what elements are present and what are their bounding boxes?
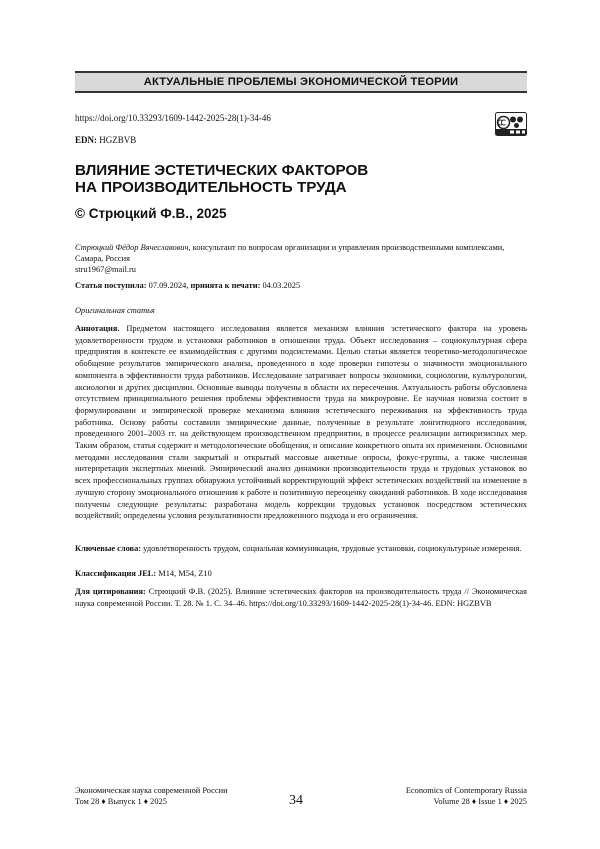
keywords — [75, 543, 527, 555]
author-email[interactable]: stru1967@mail.ru — [75, 265, 136, 275]
article-dates — [75, 281, 300, 290]
author-info — [75, 242, 527, 276]
citation-text: Стрюцкий Ф.В. (2025). Влияние эстетических факторов на производительность труда // Экономическая наука современной России. Т. 28. № 1. С. 34–46. https://doi.org/10.33293/1609-1442-2025-28(1)-34-46. EDN: HGZBVB — [75, 587, 527, 608]
article-title — [75, 162, 505, 196]
footer-right — [406, 785, 527, 807]
issue-info-en: Volume 28 ♦ Issue 1 ♦ 2025 — [433, 797, 527, 806]
keywords-text: удовлетворенность трудом, социальная коммуникация, трудовые установки, социокультурные измерения. — [143, 544, 522, 553]
jel-label: Классификация JEL: — [75, 569, 157, 578]
edn-value: HGZBVB — [99, 135, 137, 145]
journal-name-ru: Экономическая наука современной России — [75, 786, 228, 795]
jel-classification — [75, 569, 212, 578]
abstract-text: Предметом настоящего исследования является механизм влияния эстетического фактора на уровень удовлетворенности трудом и установки работников в отношении труда. Объект исследования – социокультурная сфера предприятия в контексте ее взаимодействия с другими подсистемами. Целью статьи является теоретико-методологическое обобщение результатов эмпирического анализа, проведенного в ходе проверки гипотезы о значимости эмоционального компонента в эффективности труда работников. Исследование затрагивает вопросы экономики, социологии, культурологии, аксиологии и других дисциплин. Основные выводы получены в области их пересечения. Актуальность работы обусловлена отсутствием принципиального решения проблемы эффективности труда на микроуровне. Ее научная новизна состоит в формулировании и эмпирической проверке механизма влияния эстетического переживания на эффективность труда работника. Основу работы составили эмпирические данные, полученные в результате лонгитюдного исследования, проведенного 2001–2003 гг. на действующем производственном предприятии, в процессе реализации антикризисных мер. Таким образом, статья содержит и методологические обобщения, и описание конкретного опыта их применения. Основными методами исследования стали закрытый и открытый массовые анкетные опросы, фокус-группы, а также численная интерпретация экспертных мнений. Эмпирический анализ динамики производительности труда и трудовых установок во всех профессиональных группах обнаружил устойчивый корректирующий эффект эстетических воздействий на изменение в лучшую сторону эмоционального отношения к работе и позитивную переоценку ожиданий работников. В ходе исследования получены следующие результаты: разработана модель коррекции трудовых установок посредством эстетических воздействий; определены условия результативности предложенного подхода и его ограничения. — [75, 324, 528, 521]
citation — [75, 586, 527, 609]
abstract-label: Аннотация. — [75, 324, 120, 333]
issue-info-ru: Том 28 ♦ Выпуск 1 ♦ 2025 — [75, 797, 167, 806]
edn-label: EDN: — [75, 135, 97, 145]
keywords-label: Ключевые слова: — [75, 544, 142, 553]
article-type: Оригинальная статья — [75, 306, 155, 315]
title-line-2: НА ПРОИЗВОДИТЕЛЬНОСТЬ ТРУДА — [75, 179, 347, 196]
author-name: Стрюцкий Фёдор Вячеславович, — [75, 243, 191, 252]
copyright: © Стрюцкий Ф.В., 2025 — [75, 206, 227, 221]
abstract — [75, 323, 527, 522]
author-city: Самара, Россия — [75, 254, 130, 264]
section-banner — [75, 71, 527, 93]
section-title: АКТУАЛЬНЫЕ ПРОБЛЕМЫ ЭКОНОМИЧЕСКОЙ ТЕОРИИ — [143, 76, 459, 88]
author-description: консультант по вопросам организации и управления производственными комплексами, — [192, 243, 505, 252]
edn-line — [75, 135, 136, 145]
title-line-1: ВЛИЯНИЕ ЭСТЕТИЧЕСКИХ ФАКТОРОВ — [75, 162, 369, 179]
accepted-date: 04.03.2025 — [262, 281, 301, 290]
journal-name-en: Economics of Contemporary Russia — [405, 786, 527, 795]
received-label: Статья поступила: — [75, 281, 147, 290]
page-number: 34 — [289, 793, 303, 808]
accepted-label: принята к печати: — [190, 281, 261, 290]
jel-text: M14, M54, Z10 — [158, 569, 212, 578]
footer-left — [75, 785, 228, 807]
cc-by-nc-nd-icon — [495, 112, 527, 136]
citation-label: Для цитирования: — [75, 587, 146, 596]
doi-link[interactable]: https://doi.org/10.33293/1609-1442-2025-28(1)-34-46 — [75, 113, 271, 123]
received-date: 07.09.2024, — [148, 281, 189, 290]
